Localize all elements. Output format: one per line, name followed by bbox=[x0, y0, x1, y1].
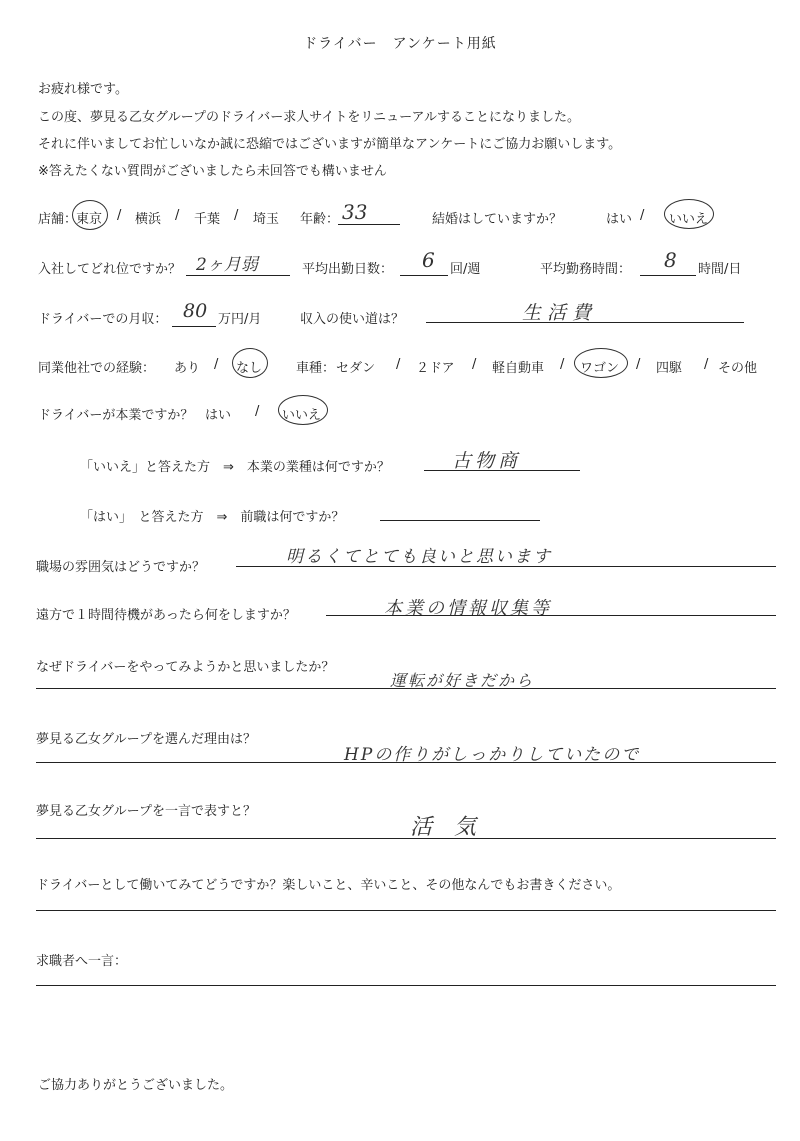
age-answer[interactable]: 33 bbox=[342, 200, 368, 224]
store-option-saitama[interactable]: 埼玉 bbox=[253, 212, 280, 227]
work-days-underline bbox=[400, 275, 448, 276]
experience-no[interactable]: なし bbox=[236, 361, 263, 376]
car-sep-4: / bbox=[636, 357, 641, 372]
tenure-answer[interactable]: 2ヶ月弱 bbox=[196, 255, 258, 275]
q-how-underline bbox=[36, 910, 776, 911]
q-message-underline bbox=[36, 985, 776, 986]
main-job-yes[interactable]: はい bbox=[205, 408, 232, 423]
store-sep-3: / bbox=[234, 208, 239, 223]
car-selected-circle bbox=[574, 348, 628, 378]
intro-line-4: ※答えたくない質問がございましたら未回答でも構いません bbox=[38, 164, 387, 179]
q-atmosphere-label: 職場の雰囲気はどうですか？ bbox=[36, 560, 206, 575]
car-sep-1: / bbox=[396, 357, 401, 372]
car-option-2door[interactable]: ２ドア bbox=[416, 361, 455, 376]
married-no[interactable]: いいえ bbox=[669, 212, 709, 227]
q-wait-underline bbox=[326, 615, 776, 616]
income-answer[interactable]: 80 bbox=[183, 300, 208, 322]
store-option-chiba[interactable]: 千葉 bbox=[194, 212, 221, 227]
q-oneword-label: 夢見る乙女グループを一言で表すと？ bbox=[36, 804, 256, 819]
married-sep: / bbox=[640, 208, 645, 223]
intro-line-2: この度、夢見る乙女グループのドライバー求人サイトをリニューアルすることになりました。 bbox=[38, 110, 580, 125]
work-days-answer[interactable]: 6 bbox=[422, 248, 435, 272]
married-selected-circle bbox=[664, 199, 714, 229]
q-atmosphere-underline bbox=[236, 566, 776, 567]
if-yes-label: 「はい」 と答えた方 ⇒ 前職は何ですか？ bbox=[80, 510, 345, 525]
if-no-underline bbox=[424, 470, 580, 471]
age-label: 年齢： bbox=[300, 212, 340, 227]
q-how-label: ドライバーとして働いてみてどうですか？楽しいこと、辛いこと、その他なんでもお書きください。 bbox=[36, 878, 621, 893]
main-job-sep: / bbox=[255, 404, 260, 419]
experience-selected-circle bbox=[232, 348, 268, 378]
tenure-label: 入社してどれ位ですか？ bbox=[38, 262, 182, 277]
main-job-selected-circle bbox=[278, 395, 328, 425]
car-sep-5: / bbox=[704, 357, 709, 372]
experience-yes[interactable]: あり bbox=[174, 361, 201, 376]
usage-underline bbox=[426, 322, 744, 323]
car-sep-3: / bbox=[560, 357, 565, 372]
work-hours-underline bbox=[640, 275, 696, 276]
store-sep-2: / bbox=[175, 208, 180, 223]
main-job-label: ドライバーが本業ですか？ bbox=[38, 408, 194, 423]
q-why-underline bbox=[36, 688, 776, 689]
married-yes[interactable]: はい bbox=[606, 212, 633, 227]
usage-answer[interactable]: 生活費 bbox=[522, 302, 598, 324]
q-why-label: なぜドライバーをやってみようかと思いましたか？ bbox=[36, 660, 335, 675]
income-label: ドライバーでの月収： bbox=[38, 312, 168, 327]
page-title: ドライバー アンケート用紙 bbox=[303, 36, 497, 52]
married-label: 結婚はしていますか？ bbox=[432, 212, 563, 227]
store-selected-circle bbox=[72, 200, 108, 230]
work-days-label: 平均出勤日数： bbox=[302, 262, 394, 277]
car-sep-2: / bbox=[472, 357, 477, 372]
car-label: 車種： bbox=[296, 361, 336, 376]
if-no-label: 「いいえ」と答えた方 ⇒ 本業の業種は何ですか？ bbox=[80, 460, 390, 475]
car-option-kei[interactable]: 軽自動車 bbox=[492, 361, 545, 376]
work-days-unit: 回/週 bbox=[450, 262, 481, 277]
q-reason-underline bbox=[36, 762, 776, 763]
car-option-other[interactable]: その他 bbox=[718, 361, 758, 376]
if-no-answer[interactable]: 古物商 bbox=[452, 450, 522, 472]
store-option-tokyo[interactable]: 東京 bbox=[76, 212, 103, 227]
store-label: 店舗： bbox=[38, 212, 78, 227]
intro-line-1: お疲れ様です。 bbox=[38, 82, 128, 97]
store-sep-1: / bbox=[117, 208, 122, 223]
tenure-underline bbox=[186, 275, 290, 276]
income-underline bbox=[172, 326, 216, 327]
q-message-label: 求職者へ一言： bbox=[36, 954, 128, 969]
experience-sep: / bbox=[214, 357, 219, 372]
thanks-text: ご協力ありがとうございました。 bbox=[38, 1078, 234, 1093]
store-option-yokohama[interactable]: 横浜 bbox=[135, 212, 162, 227]
work-hours-answer[interactable]: 8 bbox=[664, 248, 677, 272]
q-wait-label: 遠方で１時間待機があったら何をしますか？ bbox=[36, 608, 296, 623]
car-option-sedan[interactable]: セダン bbox=[336, 361, 376, 376]
q-why-answer[interactable]: 運転が好きだから bbox=[390, 671, 535, 690]
experience-label: 同業他社での経験： bbox=[38, 361, 156, 376]
age-underline bbox=[338, 224, 400, 225]
work-hours-label: 平均勤務時間： bbox=[540, 262, 632, 277]
q-atmosphere-answer[interactable]: 明るくてとても良いと思います bbox=[286, 547, 552, 567]
q-oneword-answer[interactable]: 活気 bbox=[410, 815, 499, 840]
intro-line-3: それに伴いましてお忙しいなか誠に恐縮ではございますが簡単なアンケートにご協力お願いします。 bbox=[38, 137, 622, 152]
income-unit: 万円/月 bbox=[218, 312, 262, 327]
q-wait-answer[interactable]: 本業の情報収集等 bbox=[384, 598, 552, 619]
q-reason-label: 夢見る乙女グループを選んだ理由は？ bbox=[36, 732, 256, 747]
q-reason-answer[interactable]: HPの作りがしっかりしていたので bbox=[344, 745, 641, 765]
usage-label: 収入の使い道は？ bbox=[300, 312, 405, 327]
car-option-wagon[interactable]: ワゴン bbox=[580, 361, 620, 376]
q-oneword-underline bbox=[36, 838, 776, 839]
if-yes-underline bbox=[380, 520, 540, 521]
car-option-4wd[interactable]: 四駆 bbox=[656, 361, 683, 376]
main-job-no[interactable]: いいえ bbox=[282, 408, 322, 423]
work-hours-unit: 時間/日 bbox=[698, 262, 742, 277]
